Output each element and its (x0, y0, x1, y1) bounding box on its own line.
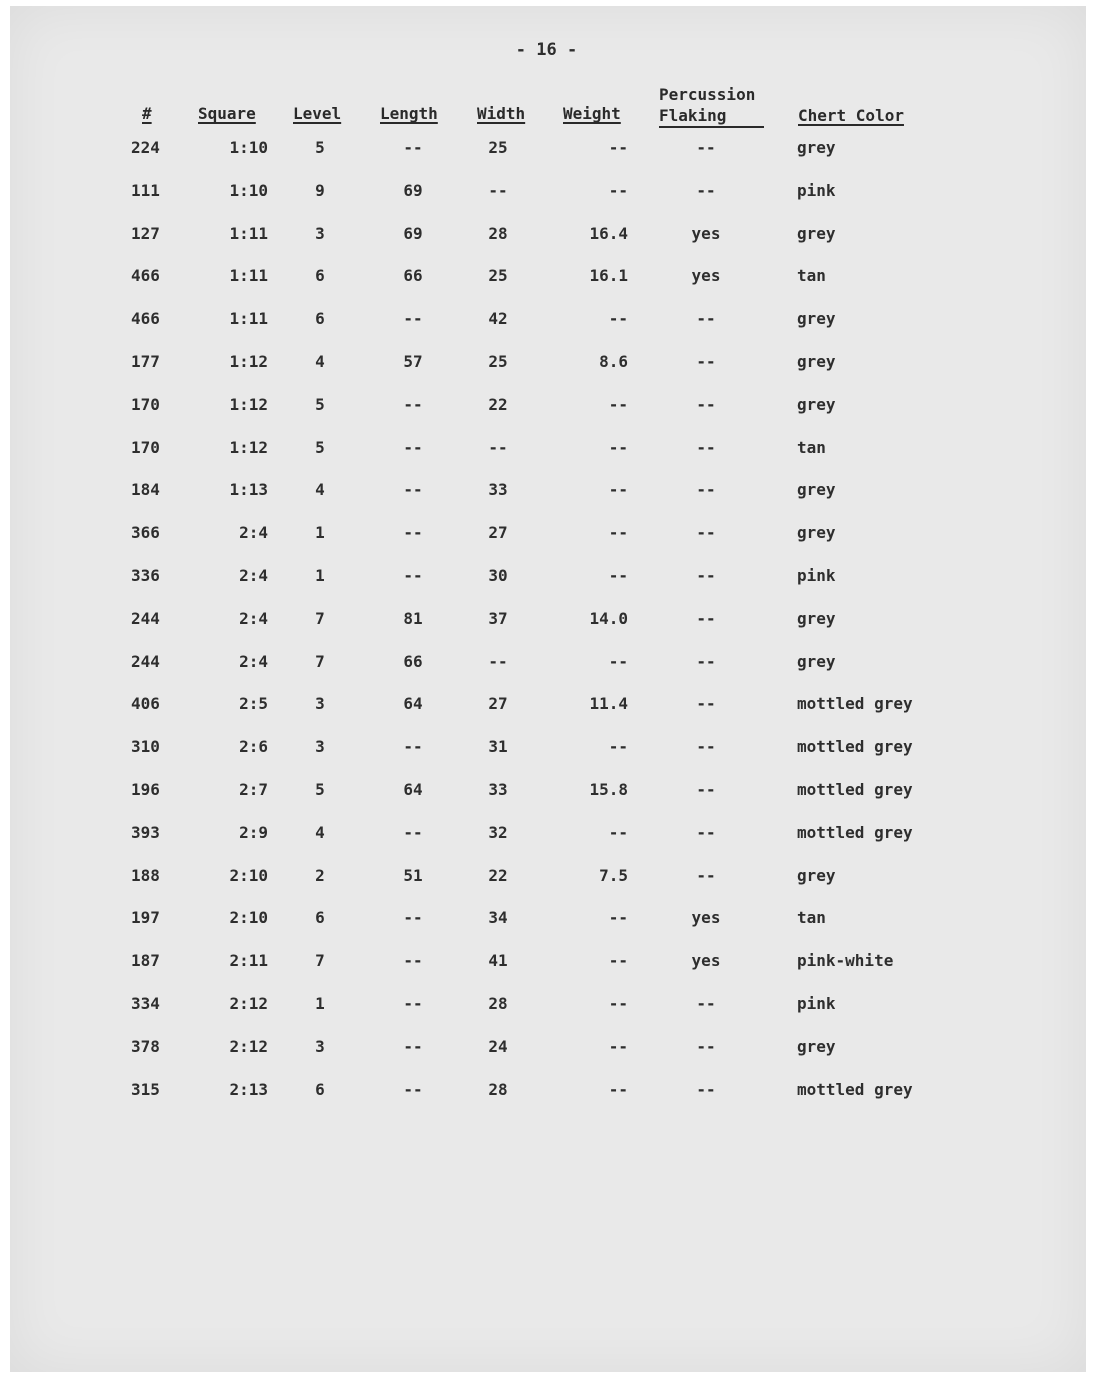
cell-square: 2:10 (229, 908, 268, 927)
cell-weight: 7.5 (599, 866, 628, 885)
cell-width: 28 (488, 994, 508, 1013)
cell-length: -- (403, 438, 423, 457)
cell-weight: -- (608, 480, 628, 499)
cell-percussion-flaking: -- (696, 994, 716, 1013)
cell-width: 42 (488, 309, 508, 328)
cell-length: -- (403, 823, 423, 842)
cell-weight: -- (608, 181, 628, 200)
cell-length: -- (403, 908, 423, 927)
cell-weight: -- (608, 823, 628, 842)
header-percussion: Percussion (659, 85, 756, 104)
cell-width: 31 (488, 737, 508, 756)
cell-chert-color: grey (797, 309, 836, 328)
cell-length: 64 (403, 780, 423, 799)
cell-square: 1:11 (229, 224, 268, 243)
header-flaking: Flaking (659, 106, 764, 128)
header-length: Length (380, 104, 438, 123)
cell-length: -- (403, 1080, 423, 1099)
table-row (0, 864, 1093, 888)
table-row (0, 949, 1093, 973)
cell-weight: 14.0 (589, 609, 628, 628)
cell-percussion-flaking: -- (696, 866, 716, 885)
cell-weight: 8.6 (599, 352, 628, 371)
cell-level: 2 (315, 866, 325, 885)
cell-chert-color: pink (797, 181, 836, 200)
cell-weight: -- (608, 395, 628, 414)
cell-chert-color: grey (797, 138, 836, 157)
table-row (0, 350, 1093, 374)
cell-width: 28 (488, 1080, 508, 1099)
cell-level: 6 (315, 1080, 325, 1099)
cell-chert-color: grey (797, 480, 836, 499)
cell-percussion-flaking: -- (696, 181, 716, 200)
cell-chert-color: grey (797, 352, 836, 371)
cell-number: 170 (131, 395, 160, 414)
header-square: Square (198, 104, 256, 123)
cell-level: 7 (315, 652, 325, 671)
cell-length: 57 (403, 352, 423, 371)
header-weight: Weight (563, 104, 621, 123)
cell-square: 2:6 (239, 737, 268, 756)
cell-square: 1:12 (229, 438, 268, 457)
cell-weight: -- (608, 1080, 628, 1099)
cell-number: 196 (131, 780, 160, 799)
cell-weight: -- (608, 737, 628, 756)
cell-square: 2:4 (239, 523, 268, 542)
cell-length: -- (403, 480, 423, 499)
cell-chert-color: mottled grey (797, 823, 913, 842)
cell-width: 22 (488, 395, 508, 414)
cell-length: -- (403, 994, 423, 1013)
cell-chert-color: pink (797, 994, 836, 1013)
cell-length: 69 (403, 224, 423, 243)
header-width: Width (477, 104, 526, 123)
cell-level: 6 (315, 309, 325, 328)
cell-number: 336 (131, 566, 160, 585)
cell-level: 3 (315, 224, 325, 243)
cell-chert-color: grey (797, 1037, 836, 1056)
table-row (0, 393, 1093, 417)
cell-length: -- (403, 395, 423, 414)
cell-chert-color: grey (797, 224, 836, 243)
cell-square: 2:12 (229, 1037, 268, 1056)
table-row (0, 436, 1093, 460)
cell-level: 9 (315, 181, 325, 200)
cell-percussion-flaking: -- (696, 566, 716, 585)
cell-level: 7 (315, 951, 325, 970)
table-row (0, 136, 1093, 160)
cell-chert-color: grey (797, 395, 836, 414)
cell-width: 27 (488, 694, 508, 713)
cell-chert-color: pink (797, 566, 836, 585)
cell-number: 466 (131, 309, 160, 328)
cell-square: 1:10 (229, 181, 268, 200)
table-row (0, 179, 1093, 203)
cell-width: 34 (488, 908, 508, 927)
cell-level: 1 (315, 994, 325, 1013)
cell-width: -- (488, 438, 508, 457)
table-row (0, 1035, 1093, 1059)
cell-level: 4 (315, 352, 325, 371)
cell-chert-color: mottled grey (797, 780, 913, 799)
cell-width: 24 (488, 1037, 508, 1056)
table-row (0, 906, 1093, 930)
cell-percussion-flaking: yes (691, 266, 721, 285)
cell-square: 2:4 (239, 566, 268, 585)
cell-number: 170 (131, 438, 160, 457)
cell-level: 7 (315, 609, 325, 628)
cell-level: 3 (315, 694, 325, 713)
cell-length: 81 (403, 609, 423, 628)
cell-number: 177 (131, 352, 160, 371)
cell-length: 66 (403, 652, 423, 671)
header-chert-color: Chert Color (798, 106, 904, 125)
cell-level: 5 (315, 395, 325, 414)
cell-chert-color: mottled grey (797, 694, 913, 713)
cell-width: 30 (488, 566, 508, 585)
cell-length: -- (403, 138, 423, 157)
cell-length: -- (403, 737, 423, 756)
cell-square: 2:11 (229, 951, 268, 970)
cell-length: -- (403, 566, 423, 585)
cell-number: 184 (131, 480, 160, 499)
page-number: - 16 - (515, 40, 578, 60)
cell-width: 22 (488, 866, 508, 885)
cell-level: 3 (315, 1037, 325, 1056)
cell-width: 32 (488, 823, 508, 842)
table-row (0, 478, 1093, 502)
cell-level: 5 (315, 780, 325, 799)
table-row (0, 222, 1093, 246)
cell-square: 2:10 (229, 866, 268, 885)
cell-width: -- (488, 652, 508, 671)
cell-number: 366 (131, 523, 160, 542)
cell-square: 1:12 (229, 395, 268, 414)
cell-length: -- (403, 951, 423, 970)
cell-number: 393 (131, 823, 160, 842)
cell-percussion-flaking: -- (696, 1080, 716, 1099)
cell-percussion-flaking: -- (696, 609, 716, 628)
cell-weight: -- (608, 566, 628, 585)
cell-square: 1:10 (229, 138, 268, 157)
table-row (0, 778, 1093, 802)
cell-weight: -- (608, 652, 628, 671)
cell-width: -- (488, 181, 508, 200)
cell-level: 5 (315, 438, 325, 457)
cell-number: 310 (131, 737, 160, 756)
cell-width: 37 (488, 609, 508, 628)
cell-weight: -- (608, 438, 628, 457)
cell-level: 1 (315, 523, 325, 542)
cell-chert-color: tan (797, 908, 826, 927)
cell-level: 4 (315, 480, 325, 499)
cell-percussion-flaking: -- (696, 780, 716, 799)
header-number: # (142, 104, 152, 123)
cell-number: 224 (131, 138, 160, 157)
cell-number: 406 (131, 694, 160, 713)
cell-percussion-flaking: -- (696, 694, 716, 713)
cell-percussion-flaking: yes (691, 908, 721, 927)
cell-percussion-flaking: -- (696, 480, 716, 499)
cell-percussion-flaking: yes (691, 951, 721, 970)
cell-length: -- (403, 309, 423, 328)
cell-level: 6 (315, 908, 325, 927)
cell-number: 334 (131, 994, 160, 1013)
cell-width: 33 (488, 780, 508, 799)
cell-level: 5 (315, 138, 325, 157)
cell-square: 2:7 (239, 780, 268, 799)
cell-level: 4 (315, 823, 325, 842)
cell-chert-color: tan (797, 266, 826, 285)
cell-chert-color: grey (797, 609, 836, 628)
cell-square: 1:12 (229, 352, 268, 371)
cell-weight: -- (608, 951, 628, 970)
cell-width: 25 (488, 138, 508, 157)
cell-width: 25 (488, 266, 508, 285)
cell-square: 2:5 (239, 694, 268, 713)
cell-chert-color: mottled grey (797, 1080, 913, 1099)
cell-width: 28 (488, 224, 508, 243)
cell-square: 2:9 (239, 823, 268, 842)
table-row (0, 992, 1093, 1016)
cell-percussion-flaking: -- (696, 523, 716, 542)
cell-chert-color: tan (797, 438, 826, 457)
cell-percussion-flaking: -- (696, 737, 716, 756)
cell-weight: -- (608, 1037, 628, 1056)
cell-chert-color: mottled grey (797, 737, 913, 756)
cell-number: 127 (131, 224, 160, 243)
table-row (0, 821, 1093, 845)
table-row (0, 564, 1093, 588)
cell-square: 2:4 (239, 609, 268, 628)
cell-chert-color: grey (797, 523, 836, 542)
cell-weight: -- (608, 994, 628, 1013)
cell-weight: -- (608, 908, 628, 927)
cell-weight: 15.8 (589, 780, 628, 799)
cell-square: 2:12 (229, 994, 268, 1013)
cell-length: 69 (403, 181, 423, 200)
cell-weight: 11.4 (589, 694, 628, 713)
cell-number: 315 (131, 1080, 160, 1099)
table-row (0, 1078, 1093, 1102)
cell-square: 2:13 (229, 1080, 268, 1099)
table-row (0, 650, 1093, 674)
cell-percussion-flaking: -- (696, 438, 716, 457)
cell-percussion-flaking: -- (696, 138, 716, 157)
table-row (0, 264, 1093, 288)
cell-width: 33 (488, 480, 508, 499)
cell-number: 187 (131, 951, 160, 970)
cell-weight: 16.1 (589, 266, 628, 285)
cell-number: 466 (131, 266, 160, 285)
cell-weight: -- (608, 523, 628, 542)
cell-length: 66 (403, 266, 423, 285)
cell-number: 188 (131, 866, 160, 885)
cell-chert-color: grey (797, 652, 836, 671)
scanned-page (10, 6, 1086, 1372)
cell-width: 27 (488, 523, 508, 542)
cell-weight: -- (608, 309, 628, 328)
cell-percussion-flaking: -- (696, 823, 716, 842)
cell-level: 3 (315, 737, 325, 756)
cell-length: -- (403, 1037, 423, 1056)
cell-level: 1 (315, 566, 325, 585)
table-row (0, 521, 1093, 545)
table-row (0, 692, 1093, 716)
cell-percussion-flaking: -- (696, 1037, 716, 1056)
cell-length: -- (403, 523, 423, 542)
cell-length: 64 (403, 694, 423, 713)
cell-square: 1:13 (229, 480, 268, 499)
cell-chert-color: pink-white (797, 951, 894, 970)
cell-percussion-flaking: yes (691, 224, 721, 243)
table-row (0, 607, 1093, 631)
cell-weight: -- (608, 138, 628, 157)
cell-chert-color: grey (797, 866, 836, 885)
cell-number: 111 (131, 181, 160, 200)
cell-level: 6 (315, 266, 325, 285)
cell-percussion-flaking: -- (696, 309, 716, 328)
cell-number: 378 (131, 1037, 160, 1056)
cell-square: 1:11 (229, 266, 268, 285)
cell-width: 25 (488, 352, 508, 371)
cell-percussion-flaking: -- (696, 652, 716, 671)
table-row (0, 735, 1093, 759)
cell-square: 2:4 (239, 652, 268, 671)
cell-weight: 16.4 (589, 224, 628, 243)
cell-percussion-flaking: -- (696, 352, 716, 371)
header-level: Level (293, 104, 342, 123)
cell-width: 41 (488, 951, 508, 970)
table-row (0, 307, 1093, 331)
cell-square: 1:11 (229, 309, 268, 328)
cell-number: 197 (131, 908, 160, 927)
cell-number: 244 (131, 609, 160, 628)
cell-length: 51 (403, 866, 423, 885)
cell-percussion-flaking: -- (696, 395, 716, 414)
cell-number: 244 (131, 652, 160, 671)
